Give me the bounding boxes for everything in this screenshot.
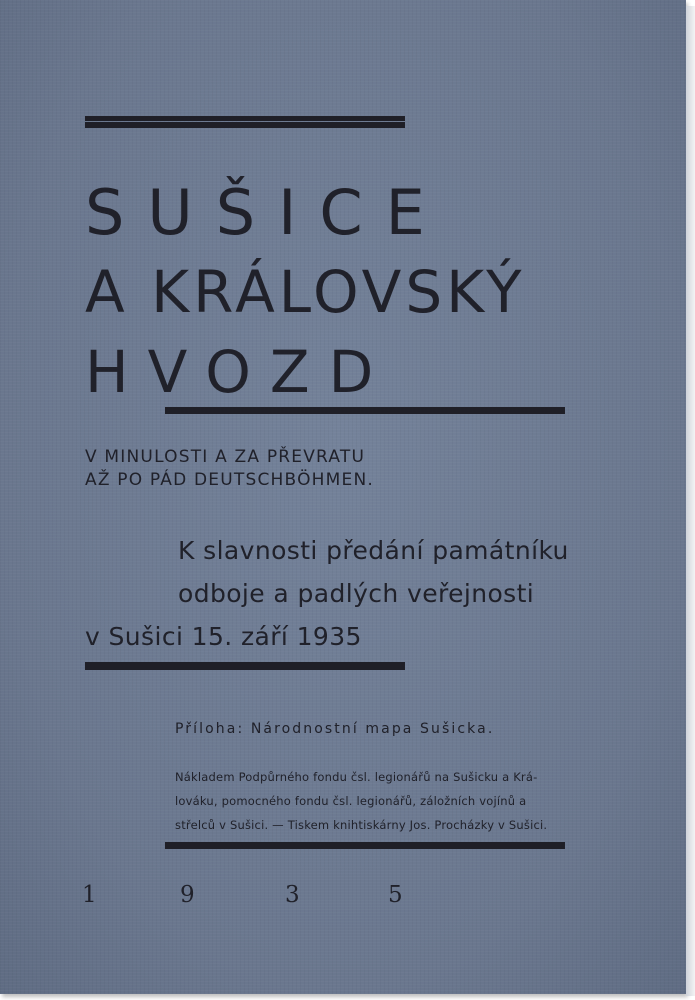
title-line-1: SUŠICE — [85, 176, 448, 249]
publisher-line-3: střelců v Sušici. — Tiskem knihtiskárny Jos. Procházky v Sušici. — [175, 818, 548, 832]
occasion-underline — [85, 662, 405, 670]
occasion-line-2: odboje a padlých veřejnosti — [178, 579, 535, 608]
year-digit-3: 3 — [285, 882, 300, 908]
publisher-line-1: Nákladem Podpůrného fondu čsl. legionářů na Sušicku a Krá- — [175, 770, 538, 784]
top-rule-thick — [85, 122, 405, 128]
occasion-line-1: K slavnosti předání památníku — [178, 536, 569, 565]
year-digit-2: 9 — [180, 882, 195, 908]
annex-note: Příloha: Národnostní mapa Sušicka. — [175, 721, 495, 737]
year-digit-1: 1 — [82, 882, 97, 908]
occasion-line-3: v Sušici 15. září 1935 — [85, 622, 362, 651]
title-underline — [165, 407, 565, 414]
subtitle-line-2: AŽ PO PÁD DEUTSCHBÖHMEN. — [85, 470, 374, 490]
publisher-line-2: lováku, pomocného fondu čsl. legionářů, záložních vojínů a — [175, 794, 527, 808]
title-line-3: HVOZD — [85, 338, 393, 406]
page-edge — [686, 6, 695, 996]
year-digit-4: 5 — [388, 882, 403, 908]
top-rule — [85, 116, 405, 121]
subtitle-line-1: V MINULOSTI A ZA PŘEVRATU — [85, 447, 366, 467]
publisher-underline — [165, 842, 565, 849]
title-line-2: A KRÁLOVSKÝ — [85, 258, 526, 326]
